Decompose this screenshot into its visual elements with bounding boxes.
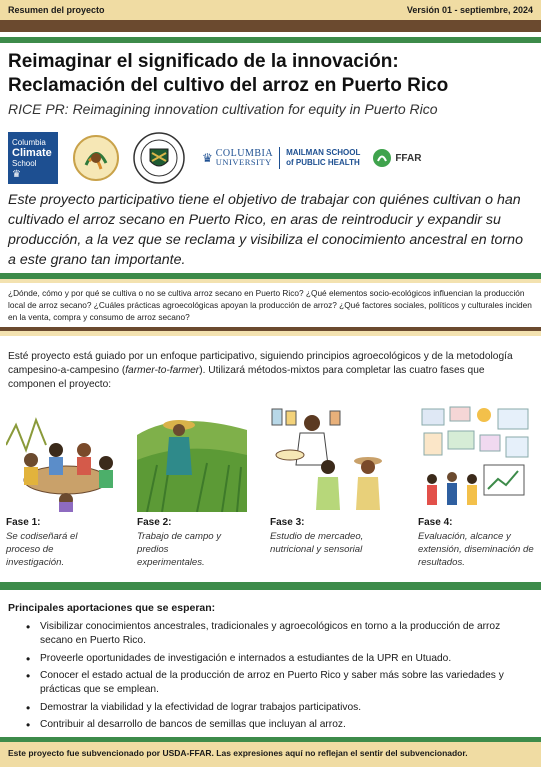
intro-italic-term: farmer-to-farmer bbox=[125, 365, 200, 376]
contributions-green-stripe bbox=[0, 582, 541, 590]
rice-institute-logo bbox=[70, 132, 122, 184]
logo-text-climate: Climate bbox=[12, 146, 52, 159]
university-seal-logo bbox=[132, 131, 186, 185]
phase-4-illustration bbox=[418, 405, 533, 512]
list-item: • Contribuir al desarrollo de bancos de semillas que incluyan al arroz. bbox=[40, 718, 530, 732]
title-line-1: Reimaginar el significado de la innovación: bbox=[8, 51, 399, 72]
header-version-label: Versión 01 - septiembre, 2024 bbox=[406, 5, 533, 15]
columbia-word: COLUMBIA bbox=[215, 148, 274, 159]
phase-4-desc: Evaluación, alcance y extensión, diseminación de resultados. bbox=[418, 531, 534, 568]
mailman-line-1: MAILMAN SCHOOL bbox=[286, 148, 361, 157]
header-brown-stripe bbox=[0, 20, 541, 32]
phase-4-label: Fase 4: bbox=[418, 517, 453, 528]
phase-3-illustration bbox=[270, 405, 388, 512]
lead-paragraph: Este proyecto participativo tiene el objetivo de trabajar con quiénes cultivan o han cultivado el arroz secano en Puerto Rico, en aras de reintroducir y expandir su producción, a la vez que se reclama y visibiliza el conocimiento ancestral en torno a este grano tan importante. bbox=[8, 192, 523, 268]
phase-1-desc: Se codiseñará el proceso de investigación. bbox=[6, 531, 78, 568]
header-left-label: Resumen del proyecto bbox=[8, 5, 105, 15]
page-subtitle: RICE PR: Reimagining innovation cultivation for equity in Puerto Rico bbox=[8, 101, 438, 117]
crown-icon: ♛ bbox=[12, 168, 21, 180]
phase-3-label: Fase 3: bbox=[270, 517, 305, 528]
logo-text-columbia: Columbia bbox=[12, 137, 46, 147]
page-title bbox=[8, 50, 533, 98]
list-item: • Demostrar la viabilidad y la efectividad de lograr trabajos participativos. bbox=[40, 701, 530, 715]
mailman-school-logo bbox=[286, 148, 360, 168]
questions-bottom-cream bbox=[0, 331, 541, 336]
contributions-title: Principales aportaciones que se esperan: bbox=[8, 602, 216, 614]
phase-2-label: Fase 2: bbox=[137, 517, 172, 528]
mailman-line-2: of PUBLIC HEALTH bbox=[286, 158, 360, 167]
logo-row bbox=[8, 130, 533, 186]
list-item: • Visibilizar conocimientos ancestrales, tradicionales y agroecológicos en torno a la producción de arroz secano en Puerto Rico. bbox=[40, 620, 530, 648]
research-questions: ¿Dónde, cómo y por qué se cultiva o no se cultiva arroz secano en Puerto Rico? ¿Qué elementos socio-ecológicos influencian la producción local de arroz secano? ¿Cuáles prácticas agroecológicas apoyan la producción de arroz? ¿Qué factores sociales, políticos y culturales inciden en la venta, compra y consumo de arroz secano? bbox=[8, 288, 532, 322]
logo-divider bbox=[279, 147, 280, 169]
ffar-text: FFAR bbox=[395, 152, 422, 164]
logo-text-school: School bbox=[12, 158, 37, 168]
university-word: UNIVERSITY bbox=[215, 157, 272, 167]
contributions-list bbox=[40, 620, 530, 736]
phase-1-label: Fase 1: bbox=[6, 517, 41, 528]
crown-small-icon: ♛ bbox=[202, 151, 213, 165]
ffar-mark-icon bbox=[372, 148, 392, 168]
phase-1-illustration bbox=[6, 405, 124, 512]
intro-paragraph bbox=[8, 350, 533, 392]
phase-3-desc: Estudio de mercadeo, nutricional y sensorial bbox=[270, 531, 364, 555]
list-item: • Proveerle oportunidades de investigación e internados a estudiantes de la UPR en Utuado. bbox=[40, 652, 530, 666]
footer-disclaimer: Este proyecto fue subvencionado por USDA-FFAR. Las expresiones aquí no reflejan el sentir del subvencionador. bbox=[0, 742, 541, 767]
phase-2-desc: Trabajo de campo y predios experimentales. bbox=[137, 531, 222, 568]
title-line-2: Reclamación del cultivo del arroz en Puerto Rico bbox=[8, 75, 449, 96]
ffar-logo bbox=[372, 148, 421, 168]
intro-text-2: ). Utilizará métodos-mixtos para completar las cuatro fases que componen el proyecto: bbox=[8, 365, 485, 390]
list-item: • Conocer el estado actual de la producción de arroz en Puerto Rico y saber más sobre las variedades y prácticas que se emplean. bbox=[40, 669, 530, 697]
intro-text-1: Esté proyecto está guiado por un enfoque participativo, siguiendo principios agroecológicos y de la metodología campesino-a-campesino ( bbox=[8, 351, 513, 376]
columbia-university-logo bbox=[202, 149, 273, 167]
header-bar bbox=[0, 0, 541, 20]
columbia-climate-logo bbox=[8, 132, 58, 184]
title-green-stripe bbox=[0, 37, 541, 43]
phase-2-illustration bbox=[137, 405, 247, 512]
